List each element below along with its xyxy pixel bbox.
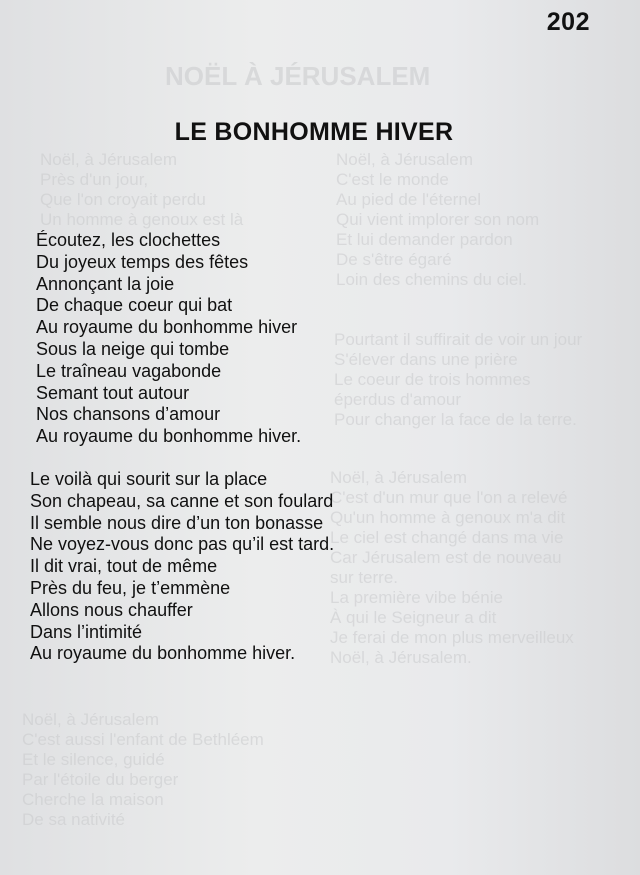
lyric-line: Sous la neige qui tombe	[36, 338, 230, 359]
lyric-line: Écoutez, les clochettes	[36, 230, 221, 250]
show-through-line: Que l'on croyait perdu	[40, 190, 206, 209]
show-through-line: S'élever dans une prière	[334, 350, 518, 369]
show-through-line: Au pied de l'éternel	[336, 190, 482, 209]
show-through-line: À qui le Seigneur a dit	[330, 608, 497, 627]
lyric-line: Allons nous chauffer	[30, 599, 193, 620]
lyric-line: Il dit vrai, tout de même	[30, 556, 218, 577]
lyric-line: Du joyeux temps des fêtes	[36, 251, 249, 272]
show-through-line: C'est le monde	[336, 170, 449, 189]
lyric-line: Son chapeau, sa canne et son foulard	[30, 490, 334, 511]
lyric-line: Au royaume du bonhomme hiver.	[30, 643, 296, 664]
show-through-right-mid	[334, 330, 582, 430]
show-through-line: éperdus d'amour	[334, 390, 462, 409]
show-through-title: NOËL À JÉRUSALEM	[165, 61, 431, 91]
show-through-right-top	[336, 150, 539, 290]
show-through-right-low	[330, 468, 574, 668]
show-through-left-top	[40, 150, 243, 230]
show-through-line: C'est aussi l'enfant de Bethléem	[22, 730, 264, 749]
stanza-2	[30, 469, 334, 665]
show-through-line: Noël, à Jérusalem	[336, 150, 474, 169]
show-through-line: Qu'un homme à genoux m'a dit	[330, 508, 566, 527]
show-through-line: Le coeur de trois hommes	[334, 370, 531, 389]
show-through-line: Noël, à Jérusalem	[22, 710, 160, 729]
show-through-line: Noël, à Jérusalem	[330, 468, 468, 487]
show-through-line: Car Jérusalem est de nouveau	[330, 548, 562, 567]
show-through-line: De sa nativité	[22, 810, 125, 829]
lyric-line: De chaque coeur qui bat	[36, 295, 233, 316]
lyric-line: Dans l’intimité	[30, 621, 143, 642]
lyric-line: Au royaume du bonhomme hiver.	[36, 426, 302, 447]
page-number: 202	[546, 8, 590, 36]
stanza-1	[36, 230, 301, 448]
show-through-line: sur terre.	[330, 568, 399, 587]
song-title: LE BONHOMME HIVER	[174, 118, 454, 146]
show-through-line: Je ferai de mon plus merveilleux	[330, 628, 574, 647]
lyric-line: Au royaume du bonhomme hiver	[36, 317, 298, 338]
show-through-line: Noël, à Jérusalem	[40, 150, 178, 169]
show-through-line: Le ciel est changé dans ma vie	[330, 528, 564, 547]
show-through-line: La première vibe bénie	[330, 588, 503, 607]
show-through-line: Pour changer la face de la terre.	[334, 410, 577, 429]
show-through-line: Noël, à Jérusalem.	[330, 648, 472, 667]
show-through-line: Loin des chemins du ciel.	[336, 270, 527, 289]
show-through-line: Qui vient implorer son nom	[336, 210, 540, 229]
show-through-line: Et le silence, guidé	[22, 750, 165, 769]
lyric-line: Ne voyez-vous donc pas qu’il est tard.	[30, 534, 335, 555]
lyric-line: Près du feu, je t’emmène	[30, 577, 231, 598]
lyric-line: Semant tout autour	[36, 382, 190, 403]
show-through-left-bottom	[22, 710, 264, 830]
lyric-line: Le voilà qui sourit sur la place	[30, 469, 268, 489]
show-through-line: Cherche la maison	[22, 790, 164, 809]
show-through-line: De s'être égaré	[336, 250, 452, 269]
show-through-line: C'est d'un mur que l'on a relevé	[330, 488, 568, 507]
lyric-line: Le traîneau vagabonde	[36, 360, 222, 381]
lyric-line: Annonçant la joie	[36, 273, 175, 294]
lyric-line: Nos chansons d’amour	[36, 404, 221, 425]
show-through-line: Près d'un jour,	[40, 170, 149, 189]
show-through-line: Un homme à genoux est là	[40, 210, 244, 229]
show-through-line: Par l'étoile du berger	[22, 770, 179, 789]
lyric-line: Il semble nous dire d’un ton bonasse	[30, 512, 324, 533]
show-through-line: Pourtant il suffirait de voir un jour	[334, 330, 583, 349]
show-through-line: Et lui demander pardon	[336, 230, 513, 249]
